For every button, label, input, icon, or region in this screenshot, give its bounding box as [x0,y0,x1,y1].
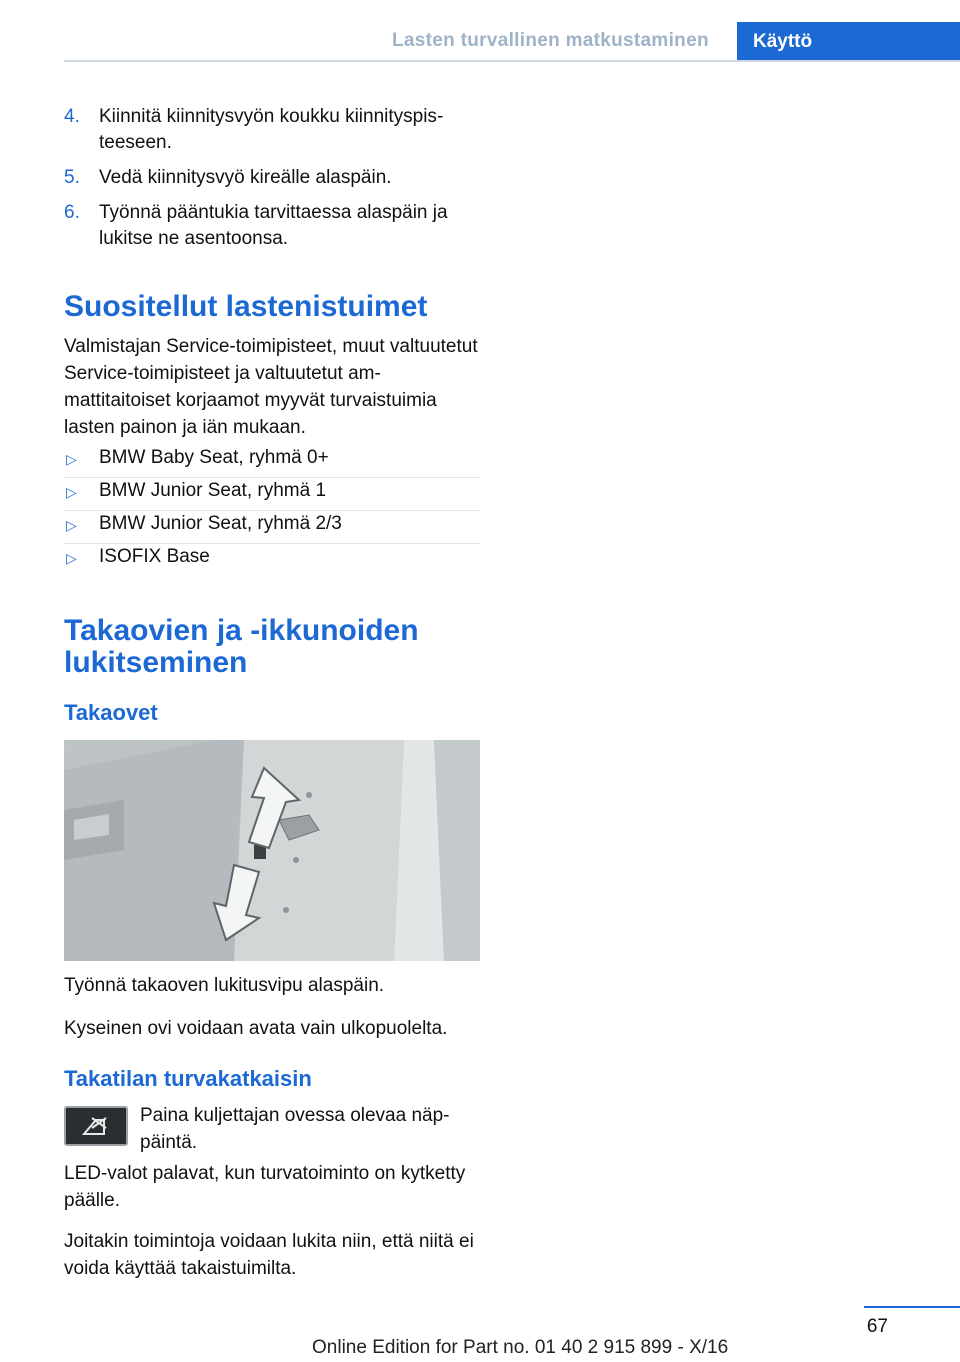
section-title-rear-locks: Takaovien ja -ikkunoiden lukitseminen [64,614,419,679]
door-lock-drawing [64,740,480,961]
triangle-bullet-icon: ▷ [66,517,77,533]
list-item-text: BMW Junior Seat, ryhmä 1 [99,480,327,501]
list-item-text: BMW Junior Seat, ryhmä 2/3 [99,513,342,534]
instruction-steps [64,104,480,261]
chapter-tab-label: Käyttö [753,31,813,52]
list-item [64,445,480,478]
locked-functions-note: Joitakin toimintoja voidaan lukita niin, että niitä ei voida käyttää takaistuimilta. [64,1231,474,1279]
chapter-tab [737,22,960,62]
step-text: Kiinnitä kiinnitysvyön koukku kiinnityspisteeseen. [99,106,444,153]
child-seats-intro: Valmistajan Service-toimipisteet, muut valtuutetut Service-toimipisteet ja valtuutetut ammattitaitoiset korjaamot myyvät turvaistuimia lasten painon ja iän mukaan. [64,336,478,438]
window-lock-symbol [66,1108,126,1144]
step-text: Vedä kiinnitysvyö kireälle alaspäin. [99,167,392,188]
subsection-title-child-lock-switch: Takatilan turvakatkaisin [64,1066,312,1091]
running-header-section: Lasten turvallinen matkustaminen [392,30,709,51]
step-text: Työnnä pääntukia tarvittaessa alaspäin ja lukitse ne asentoonsa. [99,202,448,249]
triangle-bullet-icon: ▷ [66,484,77,500]
rear-door-lock-illustration [64,740,480,961]
triangle-bullet-icon: ▷ [66,451,77,467]
header-divider [64,60,960,62]
step-number: 4. [64,106,80,127]
rear-door-caption: Työnnä takaoven lukitusvipu alaspäin. [64,975,385,996]
step-item [64,200,480,252]
list-item [64,478,480,511]
triangle-bullet-icon: ▷ [66,550,77,566]
led-note: LED-valot palavat, kun turvatoiminto on kytketty päälle. [64,1163,466,1211]
section-title-child-seats: Suositellut lastenistuimet [64,290,428,323]
list-item [64,511,480,544]
list-item-text: BMW Baby Seat, ryhmä 0+ [99,447,329,468]
edition-info: Online Edition for Part no. 01 40 2 915 899 - X/16 [312,1337,729,1358]
rear-door-note: Kyseinen ovi voidaan avata vain ulkopuolelta. [64,1018,448,1039]
page-number: 67 [866,1316,888,1337]
step-number: 5. [64,167,80,188]
list-item-text: ISOFIX Base [99,546,210,567]
window-lock-button-icon [64,1106,128,1146]
step-number: 6. [64,202,80,223]
step-item [64,104,480,156]
list-item [64,544,480,576]
step-item [64,165,480,191]
footer-divider [864,1306,960,1308]
child-lock-instruction: Paina kuljettajan ovessa olevaa näppäintä. [140,1105,450,1153]
child-seat-list [64,445,480,576]
subsection-title-rear-doors: Takaovet [64,700,158,725]
